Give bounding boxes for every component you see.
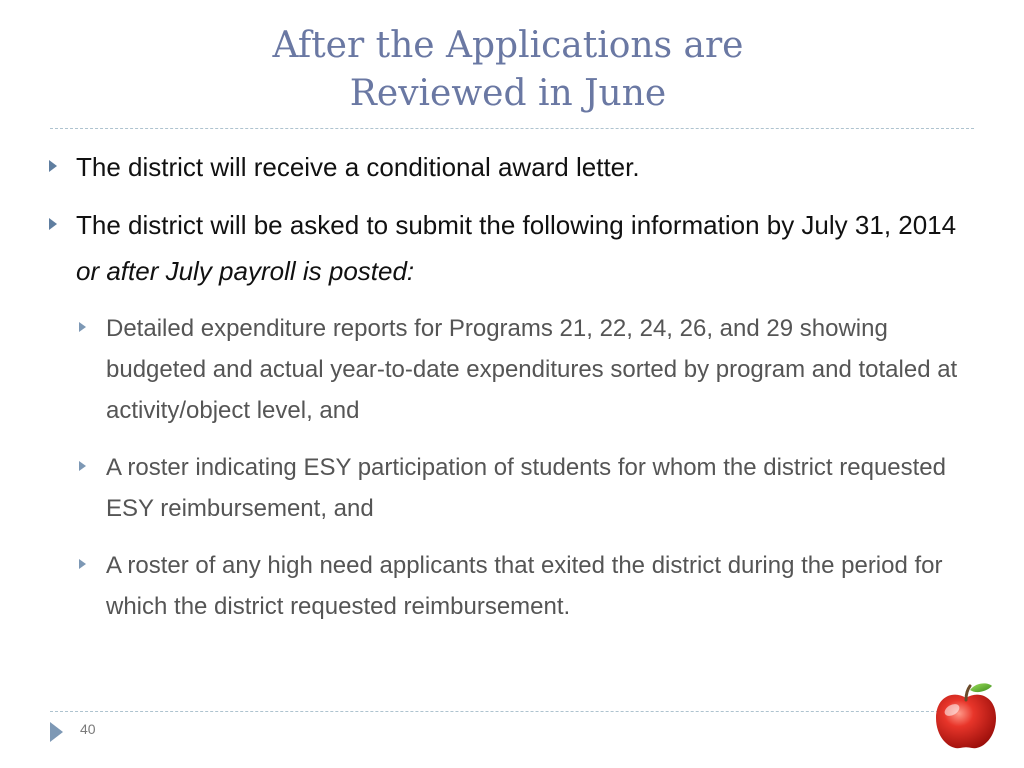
bullet-arrow-icon [49, 160, 57, 172]
subbullet-text: Detailed expenditure reports for Programs 21, 22, 24, 26, and 29 showing budgeted and actual year-to-date expenditures sorted by program and totaled at activity/object level, and [106, 315, 958, 424]
slide-title-line-1: After the Applications are [272, 25, 744, 66]
bullet-emphasis: or after July payroll is posted: [76, 256, 415, 286]
bullet-award-letter [46, 144, 976, 190]
slide-title-line-2: Reviewed in June [349, 73, 667, 114]
subbullet-arrow-icon [79, 461, 86, 471]
slide-content [46, 144, 976, 643]
subbullet-high-need-roster [76, 545, 976, 627]
subbullet-expenditure-reports [76, 308, 976, 431]
subbullet-text: A roster indicating ESY participation of students for whom the district requested ESY reimbursement, and [106, 454, 946, 522]
subbullet-arrow-icon [79, 322, 86, 332]
bullet-text: The district will be asked to submit the following information by July 31, 2014 [76, 210, 957, 240]
footer-triangle-icon [50, 722, 63, 742]
page-number: 40 [80, 721, 96, 737]
bullet-arrow-icon [49, 218, 57, 230]
apple-icon [930, 680, 1002, 752]
subbullet-esy-roster [76, 447, 976, 529]
footer-divider [50, 711, 974, 712]
subbullet-arrow-icon [79, 559, 86, 569]
bullet-submit-info [46, 202, 976, 294]
subbullet-text: A roster of any high need applicants that exited the district during the period for which the district requested reimbursement. [106, 552, 943, 620]
title-divider [50, 128, 974, 129]
slide-title [0, 22, 1016, 118]
bullet-text: The district will receive a conditional award letter. [76, 152, 640, 182]
